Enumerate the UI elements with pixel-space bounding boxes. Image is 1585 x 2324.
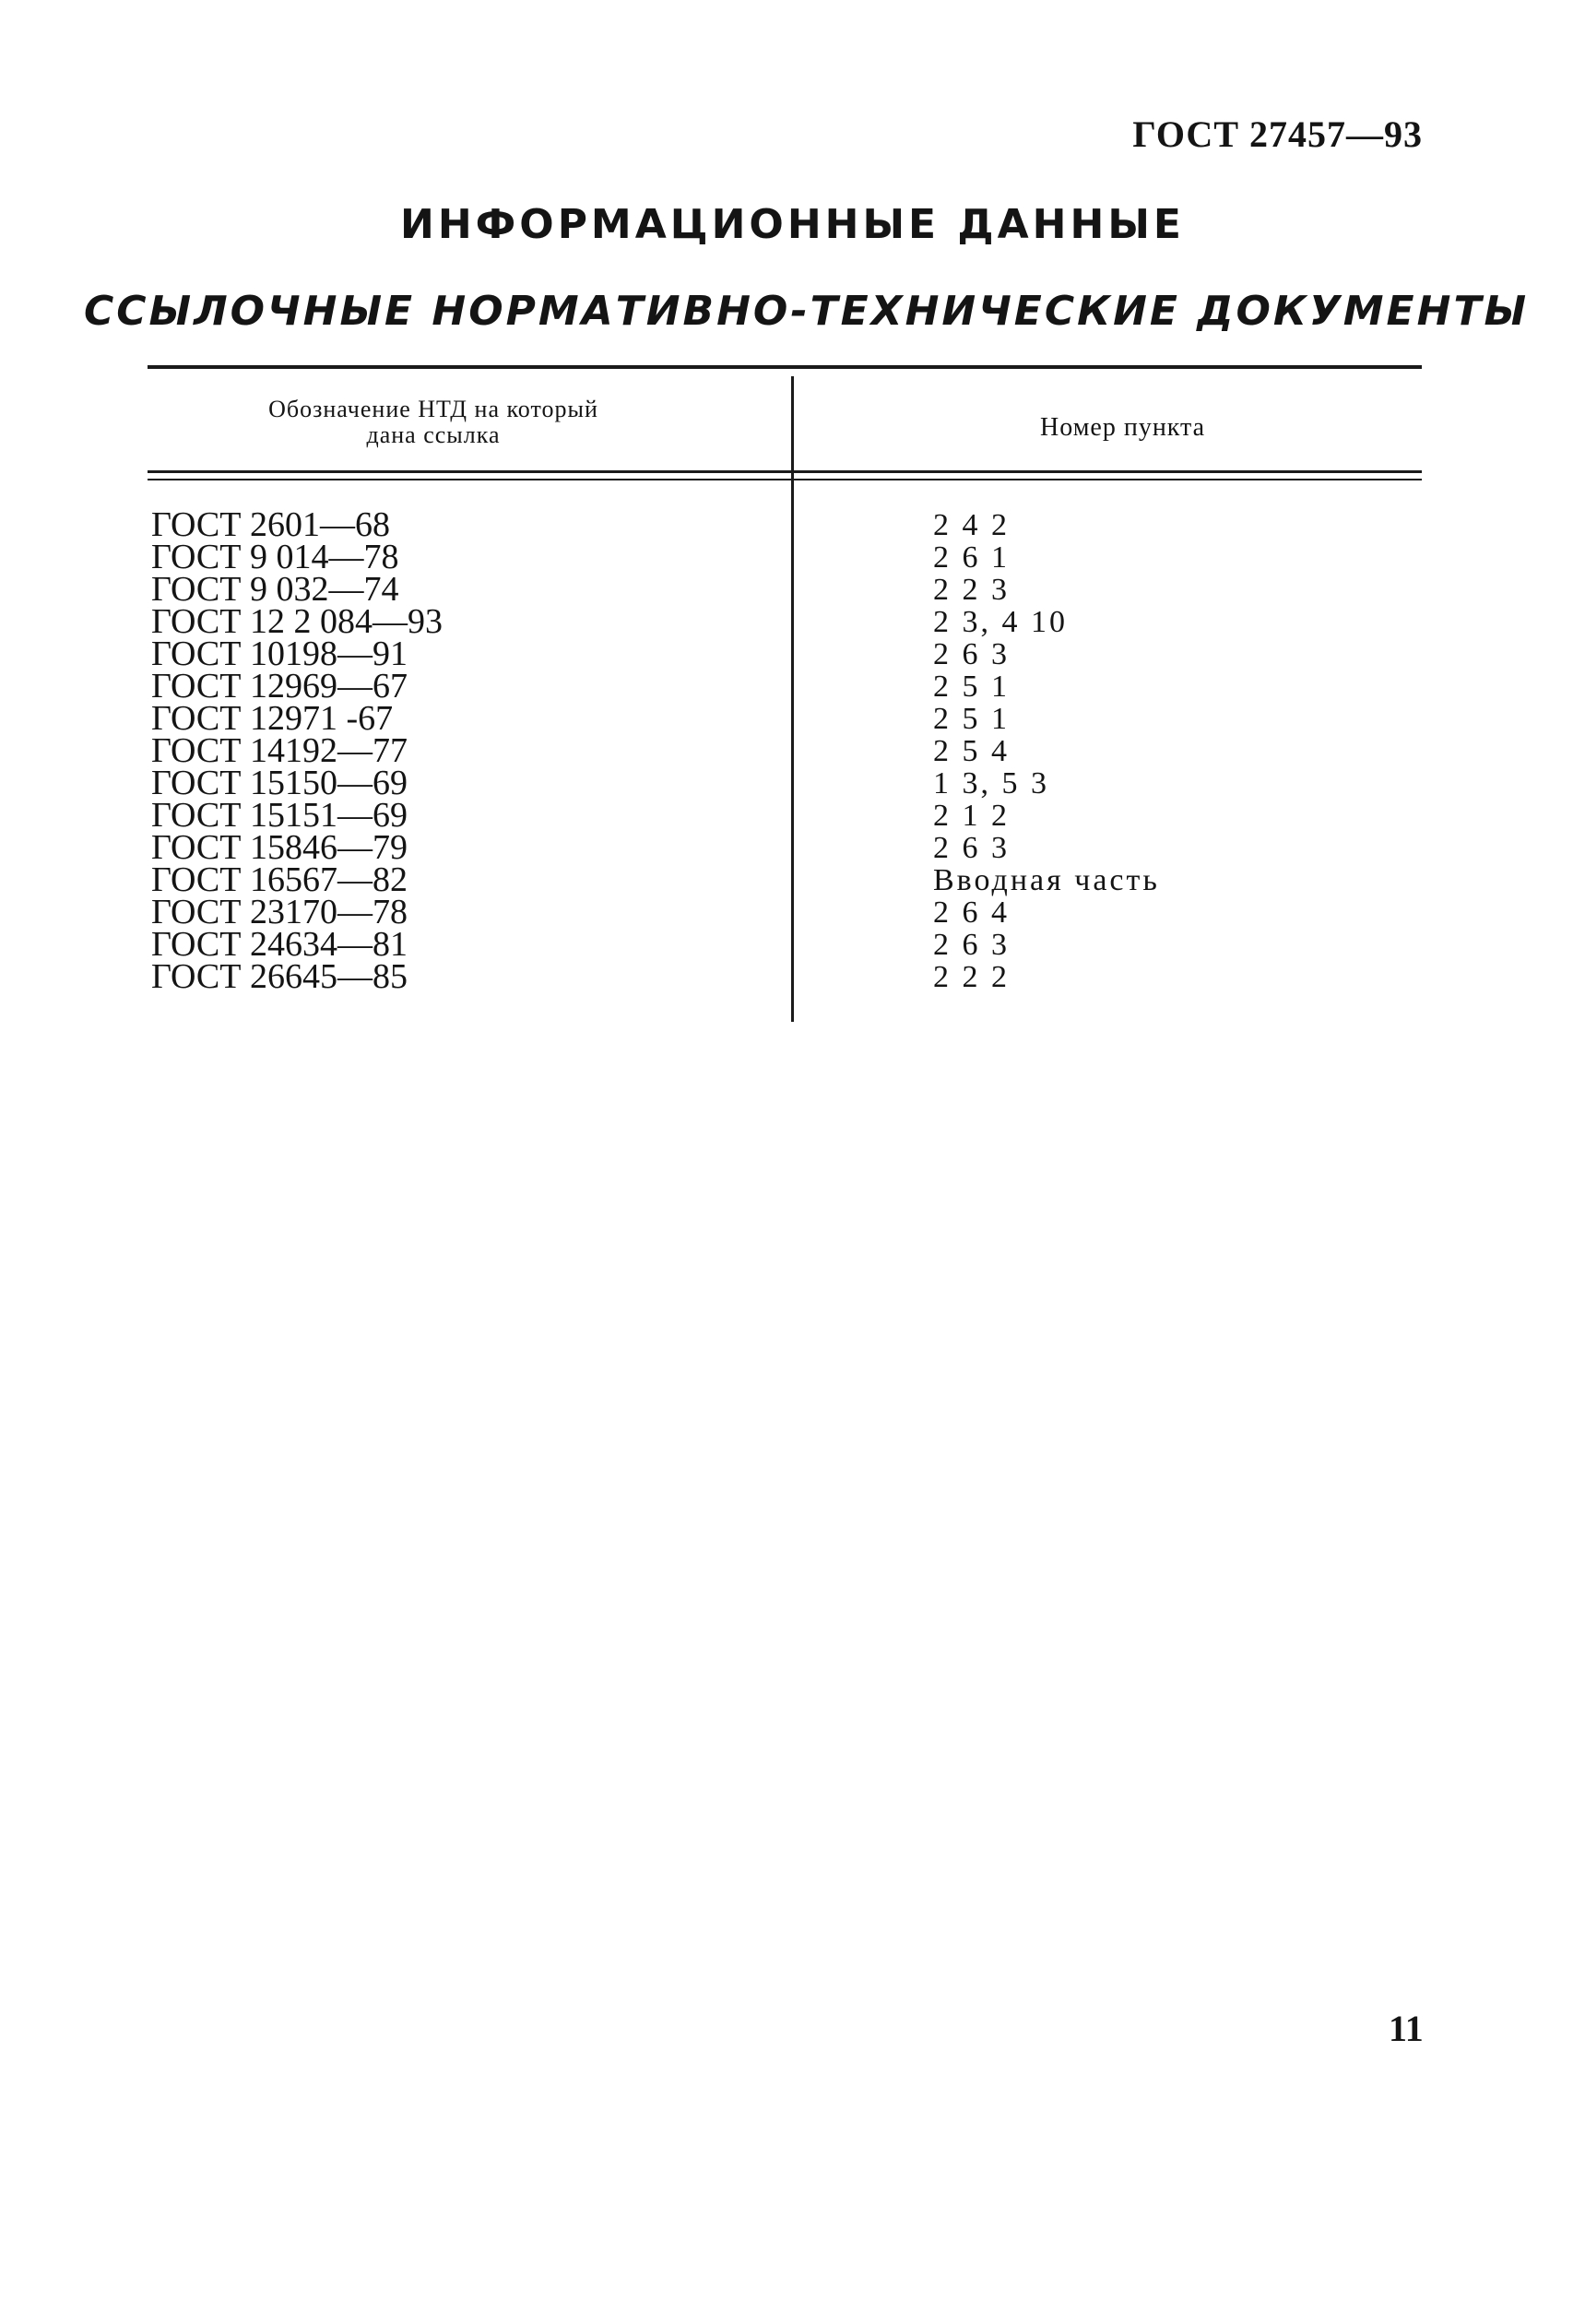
reference-cell: 2 6 3 [933, 928, 1010, 962]
table-row [0, 957, 1585, 996]
reference-cell: 2 6 1 [933, 540, 1010, 575]
table-row [0, 764, 1585, 802]
table-row [0, 538, 1585, 576]
column-header-document [184, 397, 682, 448]
document-cell: ГОСТ 12 2 084—93 [151, 602, 443, 641]
document-cell: ГОСТ 15150—69 [151, 764, 408, 802]
document-cell: ГОСТ 24634—81 [151, 925, 408, 964]
table-row [0, 893, 1585, 931]
reference-cell: Вводная часть [933, 863, 1160, 897]
table-row [0, 828, 1585, 867]
reference-cell: 2 5 4 [933, 734, 1010, 768]
document-cell: ГОСТ 15151—69 [151, 796, 408, 835]
document-cell: ГОСТ 23170—78 [151, 893, 408, 931]
reference-cell: 2 6 3 [933, 637, 1010, 671]
table-row [0, 699, 1585, 738]
document-cell: ГОСТ 2601—68 [151, 505, 390, 544]
reference-cell: 2 5 1 [933, 702, 1010, 736]
reference-cell: 2 6 3 [933, 831, 1010, 865]
table-row [0, 731, 1585, 770]
table-header-rule [148, 470, 1422, 473]
table-row [0, 602, 1585, 641]
reference-cell: 2 5 1 [933, 670, 1010, 704]
reference-cell: 2 2 2 [933, 960, 1010, 994]
document-cell: ГОСТ 26645—85 [151, 957, 408, 996]
table-row [0, 667, 1585, 706]
reference-cell: 2 6 4 [933, 895, 1010, 930]
document-cell: ГОСТ 10198—91 [151, 634, 408, 673]
document-cell: ГОСТ 9 032—74 [151, 570, 399, 609]
table-row [0, 634, 1585, 673]
page-number: 11 [1389, 2008, 1424, 2049]
reference-cell: 2 2 3 [933, 573, 1010, 607]
document-cell: ГОСТ 12971 -67 [151, 699, 394, 738]
document-cell: ГОСТ 12969—67 [151, 667, 408, 706]
table-row [0, 570, 1585, 609]
reference-cell: 2 4 2 [933, 508, 1010, 542]
reference-cell: 1 3, 5 3 [933, 766, 1049, 800]
reference-cell: 2 1 2 [933, 799, 1010, 833]
reference-cell: 2 3, 4 10 [933, 605, 1068, 639]
column-header-document-line2: дана ссылка [366, 421, 501, 448]
table-top-rule [148, 365, 1422, 369]
table-row [0, 796, 1585, 835]
table-row [0, 925, 1585, 964]
document-code: ГОСТ 27457—93 [1132, 113, 1423, 155]
document-cell: ГОСТ 16567—82 [151, 860, 408, 899]
table-header-rule-double [148, 479, 1422, 480]
page-subtitle: ССЫЛОЧНЫЕ НОРМАТИВНО-ТЕХНИЧЕСКИЕ ДОКУМЕНТЫ [83, 288, 1530, 335]
table-body [0, 505, 1585, 996]
column-header-document-line1: Обозначение НТД на который [268, 396, 598, 422]
document-cell: ГОСТ 9 014—78 [151, 538, 399, 576]
column-header-reference: Номер пункта [1040, 413, 1206, 442]
document-cell: ГОСТ 14192—77 [151, 731, 408, 770]
table-row [0, 860, 1585, 899]
table-row [0, 505, 1585, 544]
page-title: ИНФОРМАЦИОННЫЕ ДАННЫЕ [400, 201, 1185, 248]
document-cell: ГОСТ 15846—79 [151, 828, 408, 867]
